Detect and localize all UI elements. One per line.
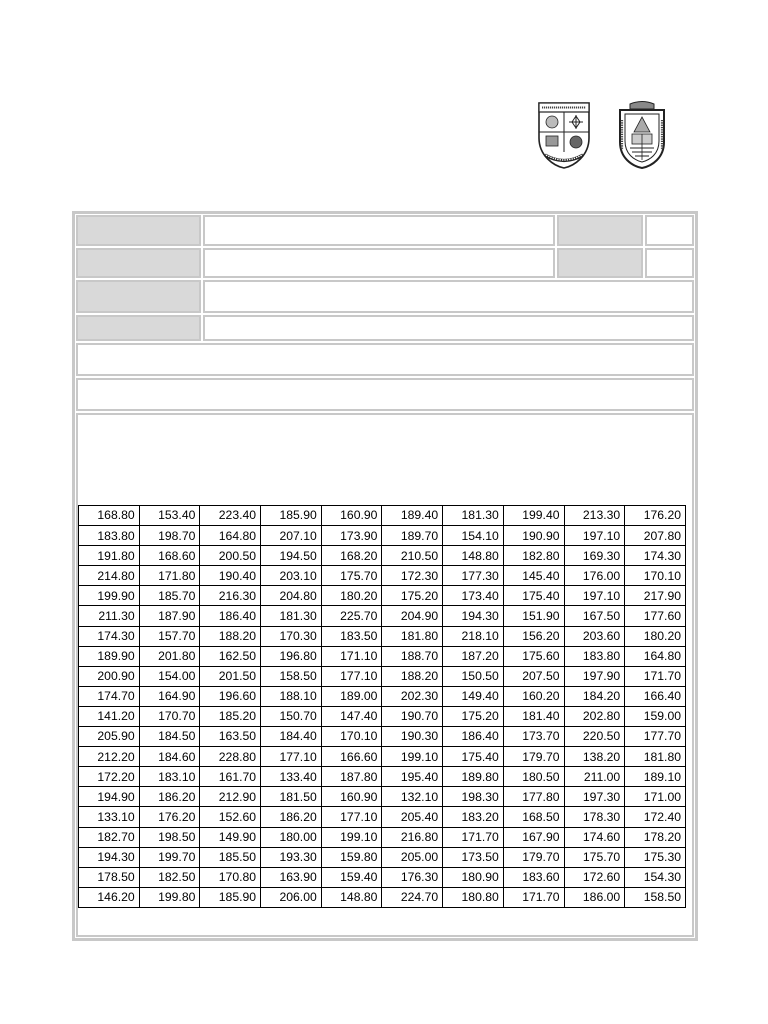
table-cell: 185.90 xyxy=(261,506,322,526)
table-cell: 176.30 xyxy=(382,867,443,887)
table-cell: 173.50 xyxy=(443,847,504,867)
table-cell: 175.40 xyxy=(503,586,564,606)
table-cell: 147.40 xyxy=(321,706,382,726)
table-row xyxy=(79,847,686,867)
table-cell: 199.10 xyxy=(382,747,443,767)
table-cell: 194.30 xyxy=(443,606,504,626)
table-cell: 170.10 xyxy=(625,566,686,586)
table-cell: 188.20 xyxy=(200,626,261,646)
table-cell: 186.40 xyxy=(443,727,504,747)
data-table-body xyxy=(79,506,686,908)
table-cell: 149.40 xyxy=(443,686,504,706)
table-cell: 158.50 xyxy=(261,666,322,686)
table-cell: 159.00 xyxy=(625,706,686,726)
table-cell: 201.50 xyxy=(200,666,261,686)
table-cell: 168.60 xyxy=(139,546,200,566)
table-cell: 189.80 xyxy=(443,767,504,787)
table-cell: 190.90 xyxy=(503,526,564,546)
table-cell: 199.90 xyxy=(79,586,140,606)
table-cell: 181.80 xyxy=(625,747,686,767)
header-field-2[interactable] xyxy=(645,215,694,246)
table-cell: 184.20 xyxy=(564,686,625,706)
table-cell: 200.90 xyxy=(79,666,140,686)
table-cell: 177.10 xyxy=(261,747,322,767)
table-cell: 160.90 xyxy=(321,787,382,807)
table-cell: 168.20 xyxy=(321,546,382,566)
table-cell: 189.00 xyxy=(321,686,382,706)
table-row xyxy=(79,827,686,847)
table-cell: 183.50 xyxy=(321,626,382,646)
table-cell: 186.20 xyxy=(139,787,200,807)
table-cell: 175.70 xyxy=(321,566,382,586)
table-cell: 183.80 xyxy=(79,526,140,546)
table-cell: 200.50 xyxy=(200,546,261,566)
table-cell: 196.80 xyxy=(261,646,322,666)
header-logos xyxy=(536,100,672,172)
header-label-1 xyxy=(76,215,201,246)
table-cell: 186.20 xyxy=(261,807,322,827)
table-row xyxy=(79,646,686,666)
table-cell: 178.20 xyxy=(625,827,686,847)
table-cell: 168.50 xyxy=(503,807,564,827)
table-cell: 183.60 xyxy=(503,867,564,887)
table-cell: 164.90 xyxy=(139,686,200,706)
table-cell: 132.10 xyxy=(382,787,443,807)
table-cell: 138.20 xyxy=(564,747,625,767)
table-cell: 148.80 xyxy=(443,546,504,566)
table-cell: 193.30 xyxy=(261,847,322,867)
header-label-3 xyxy=(76,248,201,278)
table-cell: 159.40 xyxy=(321,867,382,887)
table-cell: 189.10 xyxy=(625,767,686,787)
table-row xyxy=(79,546,686,566)
table-cell: 170.70 xyxy=(139,706,200,726)
table-cell: 202.30 xyxy=(382,686,443,706)
table-cell: 133.10 xyxy=(79,807,140,827)
table-cell: 173.40 xyxy=(443,586,504,606)
table-cell: 204.90 xyxy=(382,606,443,626)
table-cell: 150.70 xyxy=(261,706,322,726)
table-cell: 166.40 xyxy=(625,686,686,706)
table-row xyxy=(79,506,686,526)
header-field-3[interactable] xyxy=(203,248,555,278)
table-row xyxy=(79,686,686,706)
table-cell: 189.90 xyxy=(79,646,140,666)
table-cell: 216.80 xyxy=(382,827,443,847)
full-width-field-1[interactable] xyxy=(76,343,694,376)
table-cell: 177.30 xyxy=(443,566,504,586)
table-cell: 204.80 xyxy=(261,586,322,606)
table-cell: 194.90 xyxy=(79,787,140,807)
table-cell: 150.50 xyxy=(443,666,504,686)
table-cell: 207.50 xyxy=(503,666,564,686)
table-row xyxy=(79,526,686,546)
table-cell: 197.10 xyxy=(564,586,625,606)
table-cell: 184.60 xyxy=(139,747,200,767)
table-cell: 199.70 xyxy=(139,847,200,867)
table-cell: 188.20 xyxy=(382,666,443,686)
table-cell: 175.20 xyxy=(382,586,443,606)
table-cell: 198.30 xyxy=(443,787,504,807)
table-cell: 177.70 xyxy=(625,727,686,747)
table-cell: 148.80 xyxy=(321,887,382,907)
table-cell: 205.00 xyxy=(382,847,443,867)
table-cell: 182.50 xyxy=(139,867,200,887)
table-cell: 218.10 xyxy=(443,626,504,646)
header-field-6[interactable] xyxy=(203,315,694,341)
table-cell: 161.70 xyxy=(200,767,261,787)
table-cell: 225.70 xyxy=(321,606,382,626)
table-cell: 152.60 xyxy=(200,807,261,827)
table-cell: 206.00 xyxy=(261,887,322,907)
table-cell: 189.70 xyxy=(382,526,443,546)
table-cell: 176.20 xyxy=(625,506,686,526)
table-cell: 187.20 xyxy=(443,646,504,666)
table-cell: 133.40 xyxy=(261,767,322,787)
table-cell: 182.80 xyxy=(503,546,564,566)
table-cell: 181.40 xyxy=(503,706,564,726)
table-cell: 157.70 xyxy=(139,626,200,646)
table-cell: 170.30 xyxy=(261,626,322,646)
table-cell: 202.80 xyxy=(564,706,625,726)
table-cell: 185.20 xyxy=(200,706,261,726)
table-cell: 180.80 xyxy=(443,887,504,907)
table-cell: 173.90 xyxy=(321,526,382,546)
table-cell: 191.80 xyxy=(79,546,140,566)
table-cell: 177.80 xyxy=(503,787,564,807)
table-cell: 174.30 xyxy=(625,546,686,566)
table-cell: 182.70 xyxy=(79,827,140,847)
table-cell: 198.50 xyxy=(139,827,200,847)
table-cell: 177.60 xyxy=(625,606,686,626)
table-cell: 217.90 xyxy=(625,586,686,606)
table-cell: 178.30 xyxy=(564,807,625,827)
table-cell: 185.50 xyxy=(200,847,261,867)
table-cell: 198.70 xyxy=(139,526,200,546)
table-cell: 175.60 xyxy=(503,646,564,666)
table-row xyxy=(79,787,686,807)
table-cell: 170.10 xyxy=(321,727,382,747)
table-cell: 194.30 xyxy=(79,847,140,867)
table-cell: 164.80 xyxy=(625,646,686,666)
table-cell: 199.10 xyxy=(321,827,382,847)
table-cell: 169.30 xyxy=(564,546,625,566)
table-cell: 228.80 xyxy=(200,747,261,767)
table-cell: 190.40 xyxy=(200,566,261,586)
table-cell: 154.30 xyxy=(625,867,686,887)
data-table xyxy=(78,505,686,908)
table-cell: 163.50 xyxy=(200,727,261,747)
table-cell: 224.70 xyxy=(382,887,443,907)
table-cell: 180.90 xyxy=(443,867,504,887)
university-seal-icon xyxy=(536,100,592,170)
table-cell: 171.70 xyxy=(443,827,504,847)
table-row xyxy=(79,867,686,887)
table-cell: 166.60 xyxy=(321,747,382,767)
table-cell: 212.20 xyxy=(79,747,140,767)
header-label-5 xyxy=(76,280,201,313)
table-cell: 188.10 xyxy=(261,686,322,706)
table-cell: 149.90 xyxy=(200,827,261,847)
table-cell: 205.90 xyxy=(79,727,140,747)
table-row xyxy=(79,606,686,626)
table-cell: 176.00 xyxy=(564,566,625,586)
table-cell: 163.90 xyxy=(261,867,322,887)
table-cell: 205.40 xyxy=(382,807,443,827)
table-cell: 174.60 xyxy=(564,827,625,847)
table-cell: 172.30 xyxy=(382,566,443,586)
table-cell: 180.00 xyxy=(261,827,322,847)
table-cell: 213.30 xyxy=(564,506,625,526)
table-cell: 183.20 xyxy=(443,807,504,827)
table-cell: 172.40 xyxy=(625,807,686,827)
table-cell: 181.80 xyxy=(382,626,443,646)
table-cell: 172.60 xyxy=(564,867,625,887)
table-cell: 187.80 xyxy=(321,767,382,787)
table-cell: 201.80 xyxy=(139,646,200,666)
table-cell: 158.50 xyxy=(625,887,686,907)
table-cell: 210.50 xyxy=(382,546,443,566)
table-cell: 177.10 xyxy=(321,807,382,827)
table-row xyxy=(79,807,686,827)
table-cell: 183.10 xyxy=(139,767,200,787)
table-cell: 179.70 xyxy=(503,847,564,867)
header-field-4[interactable] xyxy=(645,248,694,278)
table-cell: 167.90 xyxy=(503,827,564,847)
table-cell: 196.60 xyxy=(200,686,261,706)
table-cell: 187.90 xyxy=(139,606,200,626)
table-cell: 211.00 xyxy=(564,767,625,787)
table-cell: 167.50 xyxy=(564,606,625,626)
table-cell: 186.00 xyxy=(564,887,625,907)
table-cell: 195.40 xyxy=(382,767,443,787)
table-cell: 220.50 xyxy=(564,727,625,747)
table-cell: 190.70 xyxy=(382,706,443,726)
table-cell: 188.70 xyxy=(382,646,443,666)
table-cell: 171.70 xyxy=(625,666,686,686)
table-cell: 178.50 xyxy=(79,867,140,887)
table-cell: 156.20 xyxy=(503,626,564,646)
table-cell: 179.70 xyxy=(503,747,564,767)
table-cell: 175.70 xyxy=(564,847,625,867)
table-cell: 168.80 xyxy=(79,506,140,526)
table-cell: 164.80 xyxy=(200,526,261,546)
table-cell: 186.40 xyxy=(200,606,261,626)
table-cell: 190.30 xyxy=(382,727,443,747)
table-cell: 184.50 xyxy=(139,727,200,747)
header-field-1[interactable] xyxy=(203,215,555,246)
header-label-6 xyxy=(76,315,201,341)
table-cell: 145.40 xyxy=(503,566,564,586)
table-cell: 154.00 xyxy=(139,666,200,686)
table-cell: 207.80 xyxy=(625,526,686,546)
table-row xyxy=(79,747,686,767)
table-row xyxy=(79,727,686,747)
table-cell: 172.20 xyxy=(79,767,140,787)
table-cell: 146.20 xyxy=(79,887,140,907)
table-cell: 175.40 xyxy=(443,747,504,767)
full-width-field-2[interactable] xyxy=(76,378,694,411)
table-row xyxy=(79,566,686,586)
table-cell: 211.30 xyxy=(79,606,140,626)
table-cell: 180.20 xyxy=(321,586,382,606)
table-cell: 159.80 xyxy=(321,847,382,867)
table-cell: 180.20 xyxy=(625,626,686,646)
table-row xyxy=(79,887,686,907)
table-cell: 160.90 xyxy=(321,506,382,526)
table-cell: 212.90 xyxy=(200,787,261,807)
table-cell: 197.10 xyxy=(564,526,625,546)
header-field-5[interactable] xyxy=(203,280,694,313)
table-row xyxy=(79,666,686,686)
table-cell: 173.70 xyxy=(503,727,564,747)
table-cell: 207.10 xyxy=(261,526,322,546)
table-cell: 185.90 xyxy=(200,887,261,907)
table-cell: 174.30 xyxy=(79,626,140,646)
table-cell: 197.30 xyxy=(564,787,625,807)
table-cell: 189.40 xyxy=(382,506,443,526)
table-cell: 214.80 xyxy=(79,566,140,586)
table-cell: 181.30 xyxy=(443,506,504,526)
table-cell: 160.20 xyxy=(503,686,564,706)
table-cell: 154.10 xyxy=(443,526,504,546)
table-cell: 177.10 xyxy=(321,666,382,686)
header-label-4 xyxy=(557,248,643,278)
table-cell: 197.90 xyxy=(564,666,625,686)
table-row xyxy=(79,706,686,726)
table-cell: 171.00 xyxy=(625,787,686,807)
table-cell: 162.50 xyxy=(200,646,261,666)
table-cell: 175.20 xyxy=(443,706,504,726)
table-cell: 171.80 xyxy=(139,566,200,586)
table-cell: 199.80 xyxy=(139,887,200,907)
table-cell: 203.60 xyxy=(564,626,625,646)
table-cell: 183.80 xyxy=(564,646,625,666)
table-cell: 176.20 xyxy=(139,807,200,827)
table-cell: 199.40 xyxy=(503,506,564,526)
table-cell: 153.40 xyxy=(139,506,200,526)
table-row xyxy=(79,586,686,606)
table-cell: 141.20 xyxy=(79,706,140,726)
table-cell: 151.90 xyxy=(503,606,564,626)
table-row xyxy=(79,767,686,787)
table-cell: 171.70 xyxy=(503,887,564,907)
table-cell: 170.80 xyxy=(200,867,261,887)
table-cell: 171.10 xyxy=(321,646,382,666)
table-cell: 223.40 xyxy=(200,506,261,526)
table-cell: 184.40 xyxy=(261,727,322,747)
table-cell: 185.70 xyxy=(139,586,200,606)
header-label-2 xyxy=(557,215,643,246)
table-cell: 203.10 xyxy=(261,566,322,586)
table-cell: 181.30 xyxy=(261,606,322,626)
table-cell: 181.50 xyxy=(261,787,322,807)
table-cell: 216.30 xyxy=(200,586,261,606)
table-row xyxy=(79,626,686,646)
table-cell: 174.70 xyxy=(79,686,140,706)
table-cell: 175.30 xyxy=(625,847,686,867)
table-cell: 194.50 xyxy=(261,546,322,566)
faculty-seal-icon xyxy=(616,100,668,170)
table-cell: 180.50 xyxy=(503,767,564,787)
